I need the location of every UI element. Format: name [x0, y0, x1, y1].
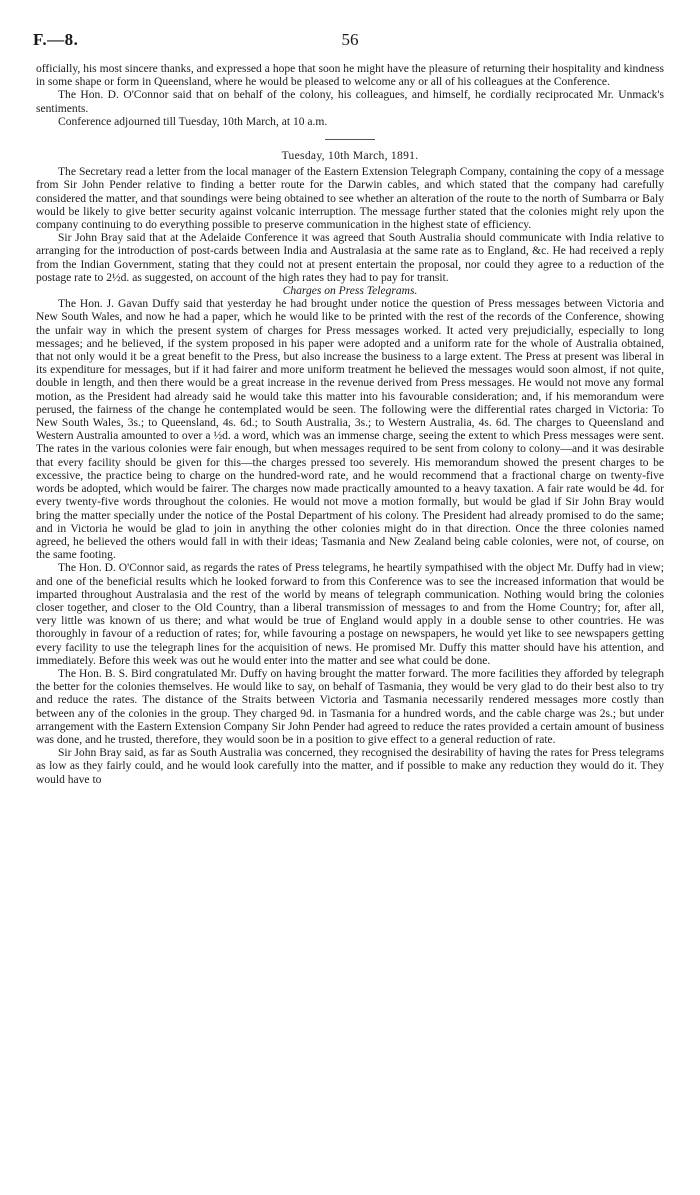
paragraph-duffy-press: The Hon. J. Gavan Duffy said that yesterday he had brought under notice the question of Press messages between Victoria and New South Wales, and now he had a paper, which he would like to be printed with the rest of the records of the Conference, showing the unfair way in which the present system of charges for Press messages worked. It acted very prejudicially, especially to long messages; and he believed, if the system proposed in his paper were adopted and a uniform rate for the whole of Australia obtained, that not only would it be a great benefit to the Press, but also increase the business to a large extent. The Press at present was liberal in its expenditure for messages, but if it had fairer and more uniform treatment he believed the messages would soon almost, if not quite, double in length, and then there would be a great increase in the revenue derived from Press messages. He would not move any formal motion, as the President had already said he would take this matter into his favourable consideration; and, if his memorandum were perused, the fairness of the change he contemplated would be seen. The following were the differential rates charged in Victoria: To New South Wales, 3s.; to Queensland, 4s. 6d.; to South Australia, 3s.; to Western Australia, 4s. 6d. The charges to Queensland and Western Australia amounted to over a ½d. a word, which was an immense charge, seeing the extent to which Press messages were sent. The rates in the various colonies were fair enough, but when messages required to be sent from colony to colony—and it was desirable that every facility should be given for this—the charges pressed too severely. His memorandum showed the present charges to be excessive, the practice being to charge on the hundred-word rate, and he would recommend that a fractional charge on twenty-five words be adopted, which would be fairer. The charges now made practically amounted to a heavy taxation. A fair rate would be 4d. for every twenty-five words throughout the colonies. He would not move a motion formally, but would be glad if Sir John Bray would bring the matter specially under the notice of the Postal Department of his colony. The President had already promised to do the same; and in Victoria he would be glad to join in anything the other colonies might do in that direction. Once the three colonies named agreed, he believed the others would fall in with their ideas; Tasmania and New Zealand being cable colonies, were not, of course, on the same footing. [36, 298, 664, 562]
paragraph-continued: officially, his most sincere thanks, and expressed a hope that soon he might have the pleasure of returning their hospitality and kindness in some shape or form in Queensland, where he would be pleased to welcome any or all of his colleagues at the Conference. [36, 63, 664, 89]
paragraph-oconnor-press: The Hon. D. O'Connor said, as regards the rates of Press telegrams, he heartily sympathised with the object Mr. Duffy had in view; and one of the beneficial results which he looked forward to from this Conference was to see the increased information that would be imparted throughout Australasia and the rest of the world by means of telegraph communication. Nothing would bring the colonies closer together, and closer to the Old Country, than a liberal transmission of messages to and from the Home Country; for, after all, very little was known of us there; and what would be true of England would apply in a double sense to other countries. He was thoroughly in favour of a reduction of rates; for, while favouring a postage on newspapers, he would yet like to see newspapers getting every facility to use the telegraph lines for the acquisition of news. He promised Mr. Duffy this matter should have his attention, and immediately. Before this week was out he would enter into the matter and see what could be done. [36, 562, 664, 667]
document-body [36, 63, 664, 787]
date-heading: Tuesday, 10th March, 1891. [281, 150, 419, 163]
document-reference: F.—8. [33, 30, 79, 49]
section-subheading: Charges on Press Telegrams. [282, 285, 418, 298]
paragraph-secretary-letter: The Secretary read a letter from the local manager of the Eastern Extension Telegraph Company, containing the copy of a message from Sir John Pender relative to finding a better route for the Darwin cables, and which stated that the company had carefully considered the matter, and that soundings were being obtained to see whether an alteration of the route to the north of Sumbarra or Baly would be likely to give better security against volcanic interruption. The message further stated that the colonies might rely upon the company continuing to do everything possible to preserve communication in the highest state of efficiency. [36, 166, 664, 232]
page-header [0, 30, 700, 54]
page-number: 56 [341, 30, 359, 49]
section-divider [325, 139, 375, 140]
paragraph-adjournment: Conference adjourned till Tuesday, 10th March, at 10 a.m. [58, 115, 328, 128]
paragraph-oconnor-reply: The Hon. D. O'Connor said that on behalf of the colony, his colleagues, and himself, he cordially reciprocated Mr. Unmack's sentiments. [36, 89, 664, 115]
paragraph-bray-south-australia: Sir John Bray said, as far as South Australia was concerned, they recognised the desirability of having the rates for Press telegrams as low as they fairly could, and he would look carefully into the matter, and if possible to make any reduction they would do it. They would have to [36, 747, 664, 786]
paragraph-bird-tasmania: The Hon. B. S. Bird congratulated Mr. Duffy on having brought the matter forward. The more facilities they afforded by telegraph the better for the colonies themselves. He would like to say, on behalf of Tasmania, they would be very glad to do their best also to try and reduce the rates. The distance of the Straits between Victoria and Tasmania necessarily rendered messages more costly than between any of the colonies in the group. They charged 9d. in Tasmania for a hundred words, and the cable charge was 2s.; but under arrangement with the Eastern Extension Company Sir John Pender had agreed to reduce the rates provided a certain amount of business was done, and he trusted, therefore, they would soon be in a position to give effect to a general reduction of rate. [36, 667, 664, 746]
paragraph-bray-postcards: Sir John Bray said that at the Adelaide Conference it was agreed that South Australia should communicate with India relative to arranging for the introduction of post-cards between India and Australasia at the same rate as to England, &c. He had received a reply from the Indian Government, stating that they could not at present entertain the proposal, nor could they agree to a reduction of the postage rate to 2½d. as suggested, on account of the high rates they had to pay for transit. [36, 232, 664, 284]
